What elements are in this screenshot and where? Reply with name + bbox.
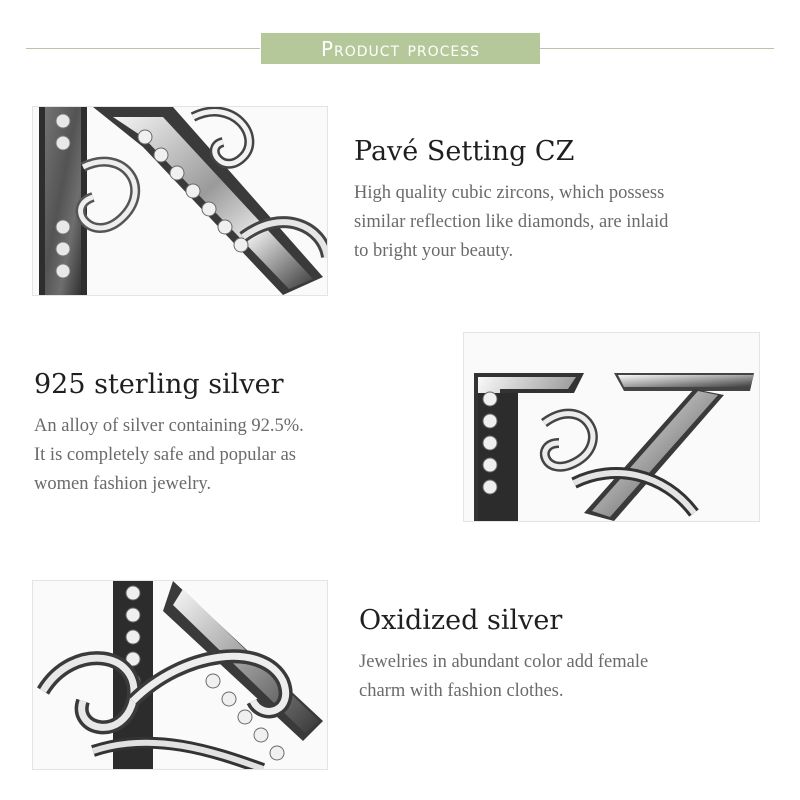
description-line: charm with fashion clothes.: [359, 681, 564, 701]
feature-title: Oxidized silver: [359, 605, 563, 636]
feature-description: [354, 179, 774, 266]
product-photo-pave: [33, 107, 327, 295]
product-photo-oxidized: [33, 581, 327, 769]
feature-title: 925 sterling silver: [34, 369, 284, 400]
description-line: to bright your beauty.: [354, 241, 514, 261]
feature-pave-setting: [354, 136, 774, 266]
description-line: It is completely safe and popular as: [34, 445, 296, 465]
description-line: Jewelries in abundant color add female: [359, 652, 649, 672]
silver-charm-icon: [33, 107, 327, 295]
product-photo-sterling: [464, 333, 759, 521]
feature-sterling-silver: [34, 369, 454, 499]
description-line: An alloy of silver containing 92.5%.: [34, 416, 304, 436]
section-banner: [261, 33, 540, 64]
silver-charm-icon: [33, 581, 327, 769]
feature-oxidized-silver: [359, 605, 779, 706]
description-line: similar reflection like diamonds, are inlaid: [354, 212, 669, 232]
feature-description: [34, 412, 454, 499]
divider-left: [26, 48, 260, 49]
feature-title: Pavé Setting CZ: [354, 136, 575, 167]
divider-right: [540, 48, 774, 49]
description-line: High quality cubic zircons, which possess: [354, 183, 665, 203]
feature-description: [359, 648, 779, 706]
banner-title: Product process: [320, 36, 481, 61]
silver-charm-icon: [464, 333, 759, 521]
description-line: women fashion jewelry.: [34, 474, 212, 494]
